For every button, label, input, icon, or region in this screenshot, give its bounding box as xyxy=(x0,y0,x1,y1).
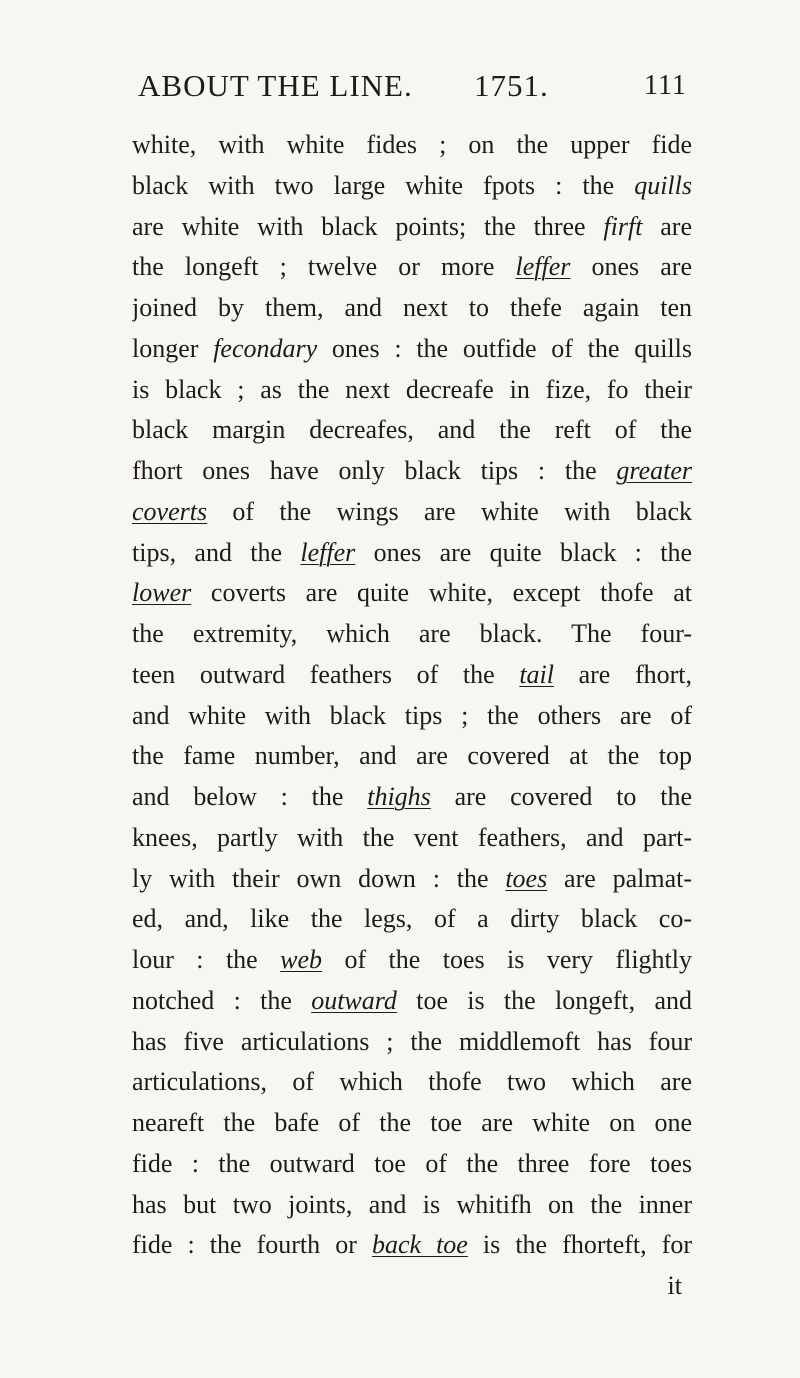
text-run: ly with their own down : the xyxy=(132,863,506,893)
running-head xyxy=(132,68,692,108)
text-line xyxy=(132,1022,692,1063)
text-line xyxy=(132,492,692,533)
emphasized-term: quills xyxy=(634,170,692,200)
text-line xyxy=(132,1062,692,1103)
text-run: tips, and the xyxy=(132,537,301,567)
text-run: is the fhorteft, for xyxy=(467,1230,692,1260)
text-run: articulations, of which thofe two which are xyxy=(132,1067,692,1097)
text-run: lour : the xyxy=(132,945,281,974)
text-line xyxy=(132,981,692,1022)
text-line xyxy=(132,288,692,329)
text-line xyxy=(132,1185,692,1226)
text-run: coverts are quite white, except thofe at xyxy=(191,578,692,608)
text-line xyxy=(132,125,692,166)
text-run: knees, partly with the vent feathers, and part- xyxy=(132,822,692,852)
running-title: ABOUT THE LINE. xyxy=(138,68,413,103)
text-run: black with two large white fpots : the xyxy=(132,170,635,200)
text-line xyxy=(132,1144,692,1185)
text-line xyxy=(132,655,692,696)
text-run: white, with white fides ; on the upper fide xyxy=(132,130,692,159)
text-run: the longeft ; twelve or more xyxy=(132,252,516,282)
text-line xyxy=(132,859,692,900)
emphasized-term: fecondary xyxy=(213,333,318,363)
text-run: is black ; as the next decreafe in fize, fo their xyxy=(132,374,692,404)
text-run: ones are quite black : the xyxy=(355,537,692,567)
text-run: joined by them, and next to thefe again ten xyxy=(132,293,692,322)
text-line xyxy=(132,329,692,370)
emphasized-term: coverts xyxy=(132,496,208,526)
text-run: fide : the fourth or xyxy=(132,1230,372,1260)
text-run: fhort ones have only black tips : the xyxy=(132,456,617,485)
text-line xyxy=(132,818,692,859)
text-run: fide : the outward toe of the three fore toes xyxy=(132,1148,692,1178)
text-run: neareft the bafe of the toe are white on one xyxy=(132,1108,692,1137)
page-number: 111 xyxy=(644,70,687,101)
emphasized-term: toes xyxy=(505,863,548,893)
text-run: ones : the outfide of the quills xyxy=(317,333,692,363)
text-line xyxy=(132,410,692,451)
text-run: ed, and, like the legs, of a dirty black co- xyxy=(132,904,692,934)
text-run: toe is the longeft, and xyxy=(396,985,692,1015)
text-line xyxy=(132,940,692,981)
emphasized-term: outward xyxy=(311,985,397,1015)
text-run: and white with black tips ; the others are of xyxy=(132,700,692,730)
text-run: are fhort, xyxy=(553,659,692,689)
text-run: the fame number, and are covered at the top xyxy=(132,741,692,771)
text-run: of the wings are white with black xyxy=(207,496,692,526)
text-line xyxy=(132,207,692,248)
emphasized-term: web xyxy=(280,945,323,974)
text-run: of the toes is very flightly xyxy=(322,945,692,974)
text-line xyxy=(132,1103,692,1144)
text-run: ones are xyxy=(570,252,692,282)
emphasized-term: back toe xyxy=(371,1230,468,1260)
text-run: the extremity, which are black. The four- xyxy=(132,619,692,648)
emphasized-term: greater xyxy=(616,456,692,485)
text-run: black margin decreafes, and the reft of the xyxy=(132,415,692,445)
text-run: are xyxy=(642,211,692,241)
text-line xyxy=(132,899,692,940)
text-run: longer xyxy=(132,333,214,363)
text-run: notched : the xyxy=(132,985,312,1015)
text-run: are white with black points; the three xyxy=(132,211,604,241)
text-run: has five articulations ; the middlemoft has four xyxy=(132,1026,692,1056)
body-text xyxy=(132,125,692,1307)
emphasized-term: leffer xyxy=(300,537,356,567)
text-line xyxy=(132,247,692,288)
emphasized-term: thighs xyxy=(367,782,431,811)
text-line xyxy=(132,573,692,614)
text-run: are palmat- xyxy=(547,863,692,893)
running-year: 1751. xyxy=(474,68,549,103)
text-run: and below : the xyxy=(132,782,368,811)
text-run: teen outward feathers of the xyxy=(132,659,520,689)
text-line xyxy=(132,614,692,655)
emphasized-term: tail xyxy=(519,659,554,689)
text-line xyxy=(132,370,692,411)
emphasized-term: leffer xyxy=(515,252,571,282)
text-line xyxy=(132,736,692,777)
text-line xyxy=(132,533,692,574)
text-line xyxy=(132,1225,692,1266)
text-line xyxy=(132,696,692,737)
text-run: has but two joints, and is whitifh on the inner xyxy=(132,1189,692,1219)
emphasized-term: lower xyxy=(132,578,192,608)
catchword: it xyxy=(667,1271,682,1300)
text-line xyxy=(132,777,692,818)
text-line xyxy=(132,166,692,207)
text-run: are covered to the xyxy=(430,782,692,811)
emphasized-term: firft xyxy=(603,211,643,241)
text-line xyxy=(132,451,692,492)
